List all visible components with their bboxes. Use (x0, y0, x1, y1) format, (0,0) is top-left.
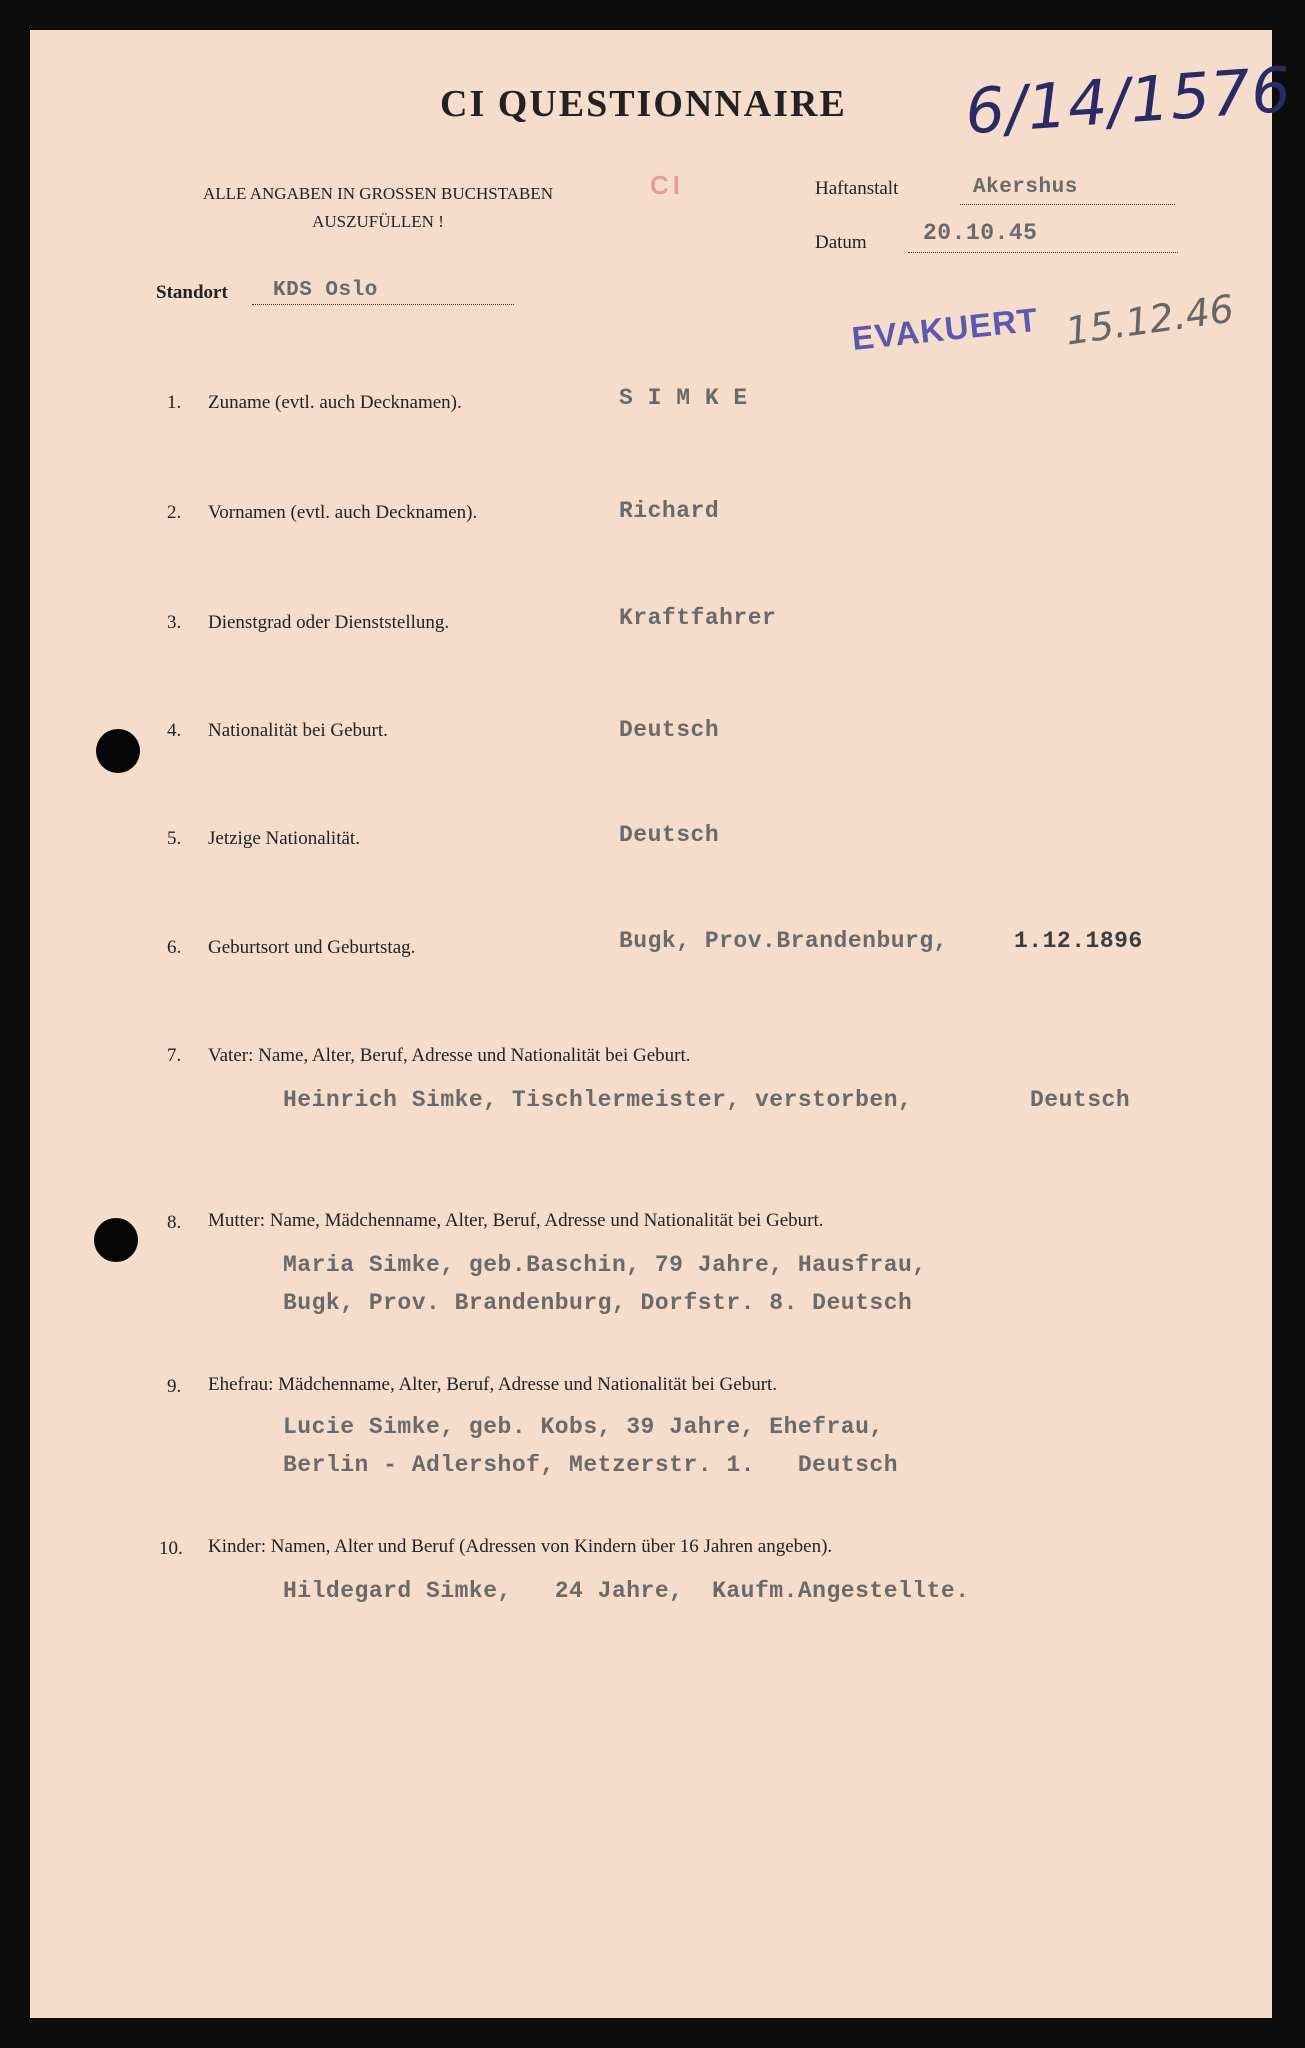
answer-mutter-line2: Bugk, Prov. Brandenburg, Dorfstr. 8. Deutsch (283, 1290, 913, 1316)
question-label: Zuname (evtl. auch Decknamen). (208, 392, 462, 413)
question-label: Nationalität bei Geburt. (208, 720, 388, 741)
haftanstalt-label: Haftanstalt (815, 178, 899, 199)
question-label: Jetzige Nationalität. (208, 828, 360, 849)
question-number: 8. (167, 1212, 182, 1233)
answer-geburtstag: 1.12.1896 (1014, 928, 1143, 954)
evakuert-stamp: EVAKUERT (850, 300, 1040, 358)
question-number: 5. (167, 828, 182, 849)
question-number: 1. (167, 392, 182, 413)
answer-kinder: Hildegard Simke, 24 Jahre, Kaufm.Angestellte. (283, 1578, 970, 1604)
punch-hole (94, 1218, 138, 1262)
answer-mutter-line1: Maria Simke, geb.Baschin, 79 Jahre, Hausfrau, (283, 1252, 927, 1278)
datum-label: Datum (815, 232, 867, 253)
answer-nationalitaet-geburt: Deutsch (619, 717, 720, 743)
question-label: Geburtsort und Geburtstag. (208, 937, 416, 958)
answer-ehefrau-line2: Berlin - Adlershof, Metzerstr. 1. Deutsch (283, 1452, 898, 1478)
question-number: 2. (167, 502, 182, 523)
punch-hole (96, 729, 140, 773)
instruction-line2: AUSZUFÜLLEN ! (312, 212, 444, 231)
answer-jetzige-nationalitaet: Deutsch (619, 822, 720, 848)
question-number: 7. (167, 1045, 182, 1066)
question-number: 9. (167, 1376, 182, 1397)
standort-value: KDS Oslo (273, 279, 378, 302)
page-title: CI QUESTIONNAIRE (440, 83, 847, 125)
datum-value: 20.10.45 (923, 220, 1038, 246)
ci-stamp: CI (650, 170, 684, 200)
instruction-text (157, 180, 599, 236)
question-number: 3. (167, 612, 182, 633)
question-label: Dienstgrad oder Dienststellung. (208, 612, 450, 633)
question-label: Vornamen (evtl. auch Decknamen). (208, 502, 478, 523)
answer-zuname: S I M K E (619, 385, 748, 411)
handwritten-number: 6/14/1576 (962, 52, 1295, 149)
answer-ehefrau-line1: Lucie Simke, geb. Kobs, 39 Jahre, Ehefrau, (283, 1414, 884, 1440)
answer-dienstgrad: Kraftfahrer (619, 605, 777, 631)
answer-geburtsort: Bugk, Prov.Brandenburg, (619, 928, 948, 954)
question-number: 4. (167, 720, 182, 741)
document-page (30, 30, 1295, 2018)
question-label: Vater: Name, Alter, Beruf, Adresse und Nationalität bei Geburt. (208, 1045, 691, 1066)
haftanstalt-value: Akershus (973, 176, 1078, 199)
answer-vornamen: Richard (619, 498, 720, 524)
evakuert-date: 15.12.46 (1062, 286, 1237, 354)
answer-vater-nationalitaet: Deutsch (1030, 1087, 1131, 1113)
question-label: Mutter: Name, Mädchenname, Alter, Beruf, Adresse und Nationalität bei Geburt. (208, 1210, 824, 1231)
question-label: Ehefrau: Mädchenname, Alter, Beruf, Adresse und Nationalität bei Geburt. (208, 1374, 778, 1395)
answer-vater: Heinrich Simke, Tischlermeister, verstorben, (283, 1087, 913, 1113)
question-number: 10. (159, 1538, 183, 1559)
standort-label: Standort (156, 282, 228, 303)
question-number: 6. (167, 937, 182, 958)
question-label: Kinder: Namen, Alter und Beruf (Adressen von Kindern über 16 Jahren angeben). (208, 1536, 833, 1557)
instruction-line1: ALLE ANGABEN IN GROSSEN BUCHSTABEN (203, 184, 553, 203)
